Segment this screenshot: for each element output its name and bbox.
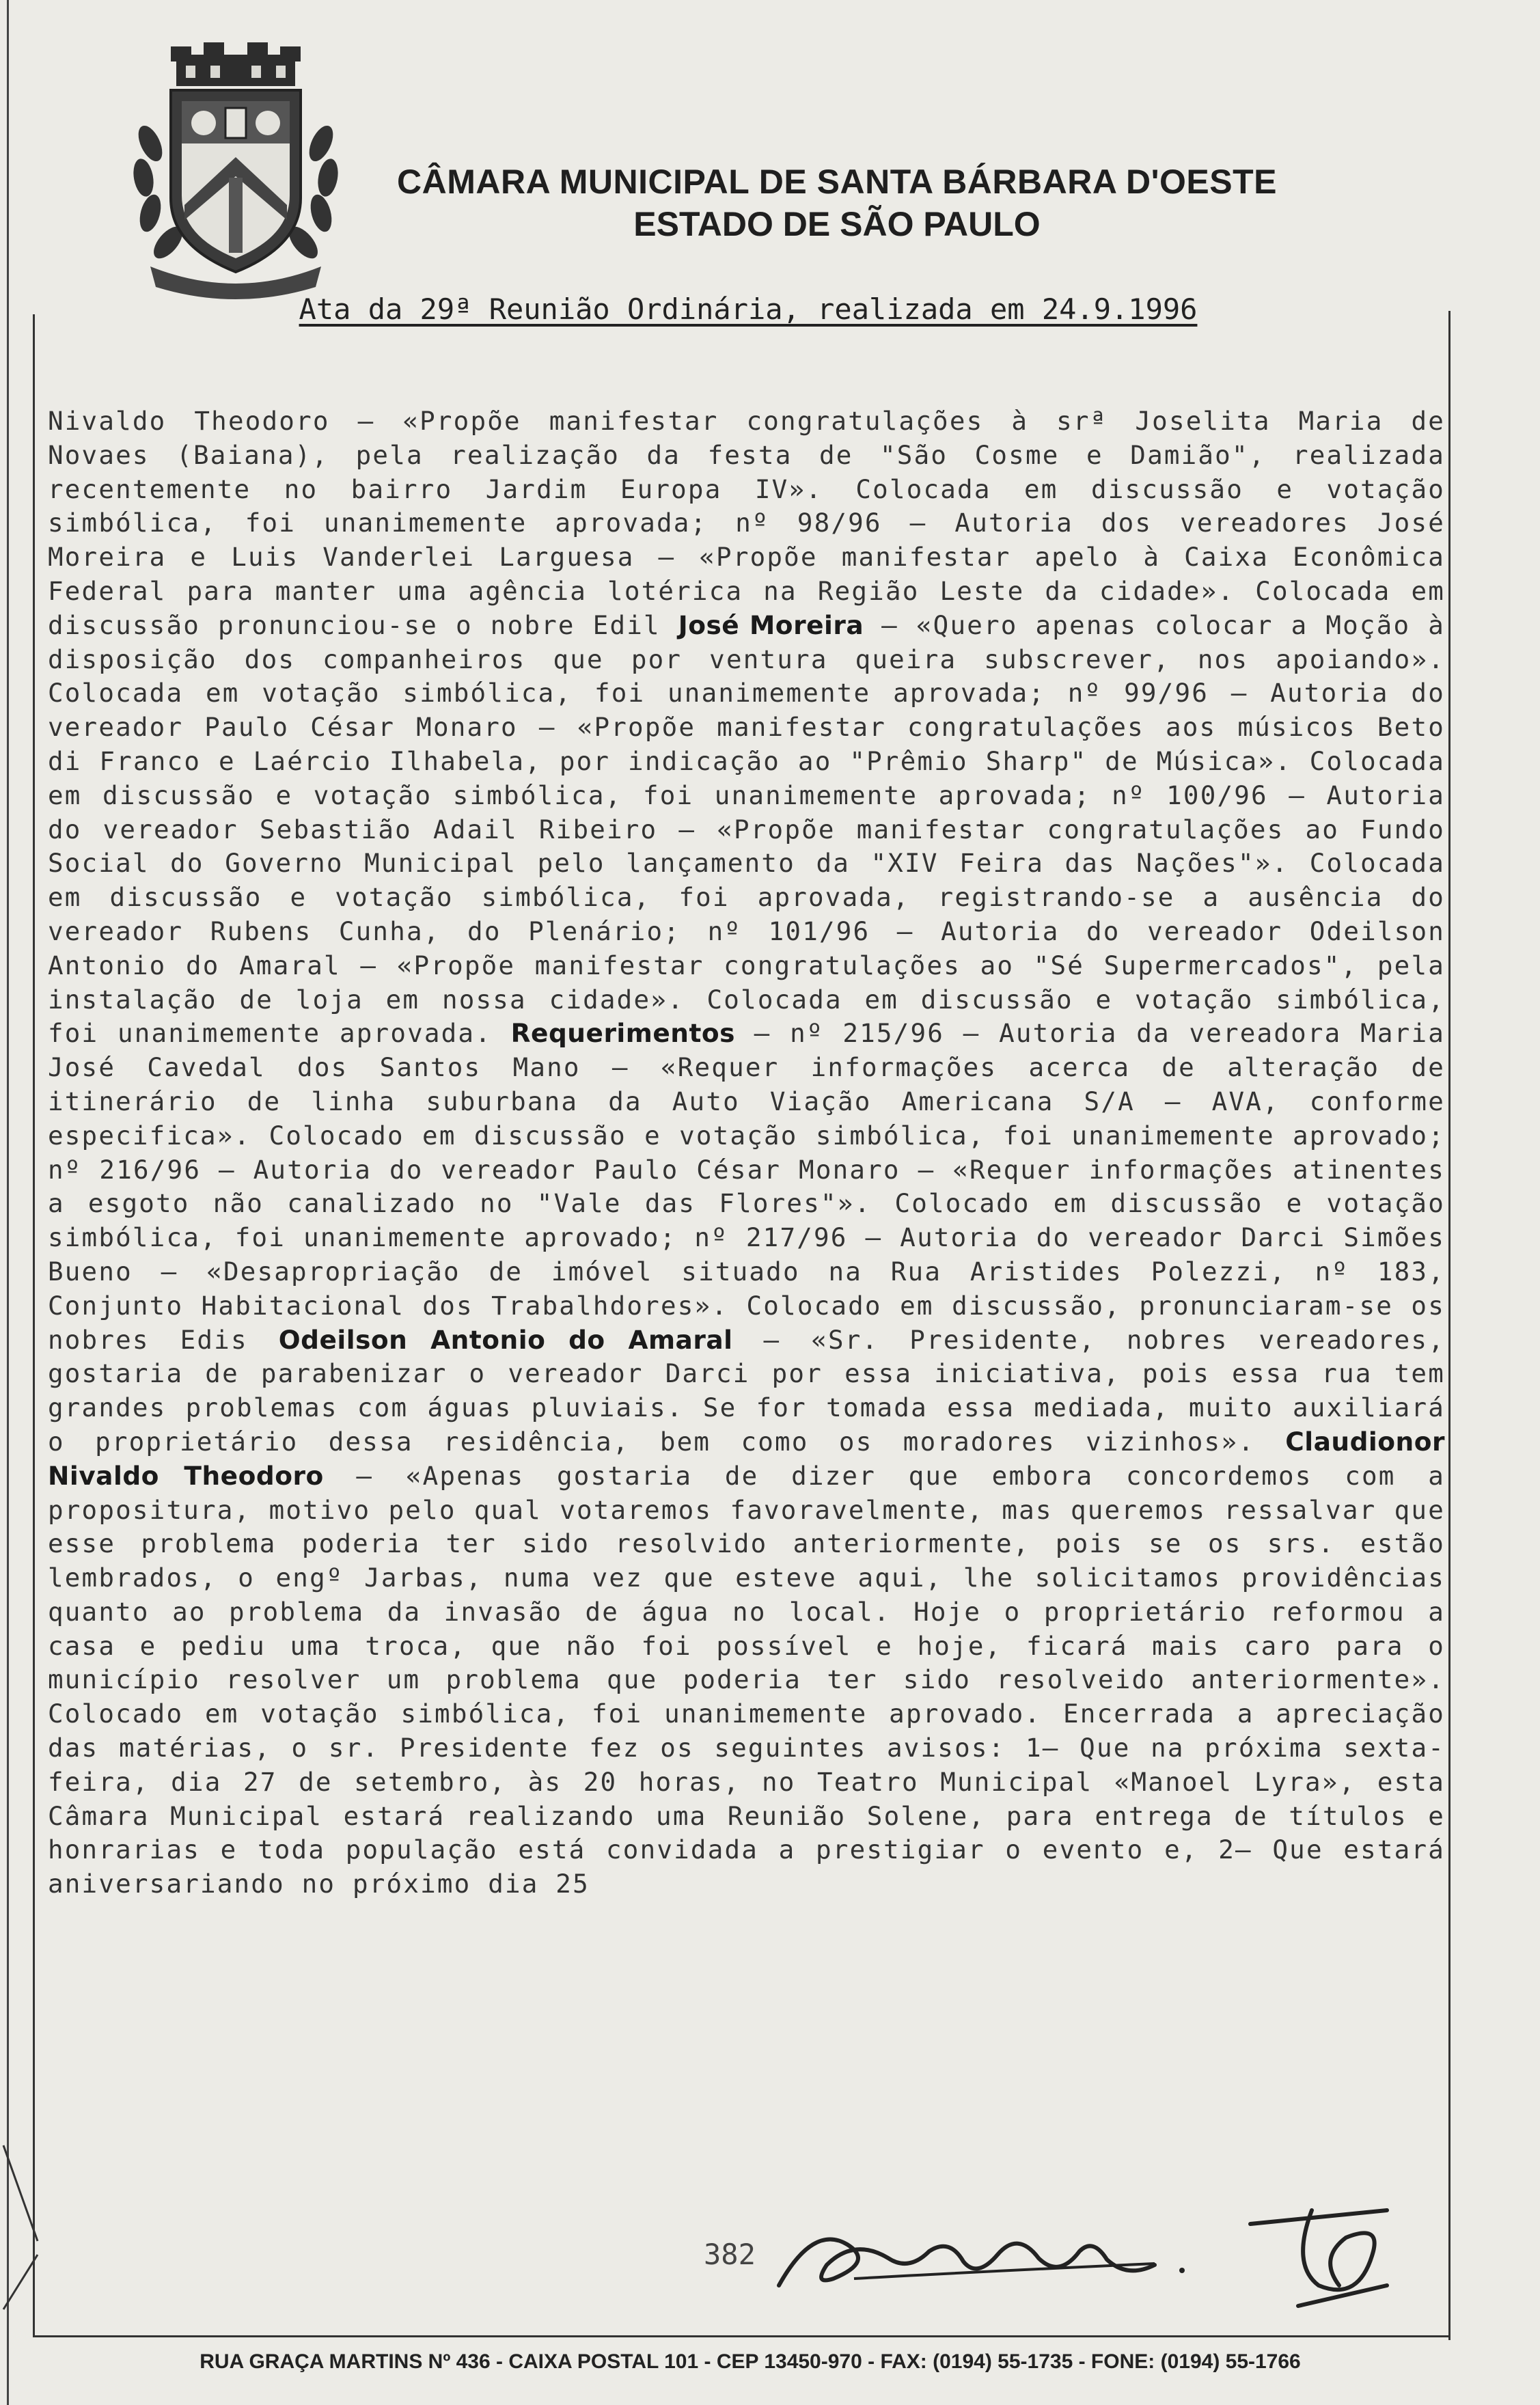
section-requerimentos: Requerimentos xyxy=(510,1018,736,1049)
state-name: ESTADO DE SÃO PAULO xyxy=(633,205,1041,243)
handwritten-signature-icon xyxy=(772,2183,1414,2320)
page-number: 382 xyxy=(704,2238,756,2271)
frame-bottom-border xyxy=(33,2335,1450,2337)
speaker-odeilson: Odeilson Antonio do Amaral xyxy=(278,1324,733,1355)
frame-right-border xyxy=(1448,311,1450,2340)
speaker-jose-moreira: José Moreira xyxy=(678,609,864,640)
letterhead xyxy=(383,161,1291,245)
frame-left-border xyxy=(33,314,35,2337)
speaker-claudionor: Claudionor Nivaldo Theodoro xyxy=(48,1426,1445,1491)
scan-edge-line xyxy=(7,0,9,2405)
body-segment-2: – «Quero apenas colocar a Moção à disposição dos companheiros que por ventura queira subscrever, nos apoiando». Colocada em votação simbólica, foi unanimemente aprovada; nº 99/96 – Autoria do vereador Paulo César Monaro – «Propõe manifestar congratulações aos músicos Beto di Franco e Laércio Ilhabela, por indicação ao "Prêmio Sharp" de Música». Colocada em discussão e votação simbólica, foi unanimemente aprovada; nº 100/96 – Autoria do vereador Sebastião Adail Ribeiro – «Propõe manifestar congratulações ao Fundo Social do Governo Municipal pelo lançamento da "XIV Feira das Nações"». Colocada em discussão e votação simbólica, foi aprovada, registrando-se a ausência do vereador Rubens Cunha, do Plenário; nº 101/96 – Autoria do vereador Odeilson Antonio do Amaral – «Propõe manifestar congratulações ao "Sé Supermercados", pela instalação de loja em nossa cidade». Colocada em discussão e votação simbólica, foi unanimemente aprovada. xyxy=(48,609,1445,1049)
footer-address: RUA GRAÇA MARTINS Nº 436 - CAIXA POSTAL 101 - CEP 13450-970 - FAX: (0194) 55-1735 - FONE: (0194) 55-1766 xyxy=(200,2350,1301,2373)
body-segment-1: Nivaldo Theodoro – «Propõe manifestar congratulações à srª Joselita Maria de Novaes (Baiana), pela realização da festa de "São Cosme e Damião", realizada recentemente no bairro Jardim Europa IV». Colocada em discussão e votação simbólica, foi unanimemente aprovada; nº 98/96 – Autoria dos vereadores José Moreira e Luis Vanderlei Larguesa – «Propõe manifestar apelo à Caixa Econômica Federal para manter uma agência lotérica na Região Leste da cidade». Colocada em discussão pronunciou-se o nobre Edil xyxy=(48,406,1445,640)
minutes-body xyxy=(48,404,1445,1901)
institution-name: CÂMARA MUNICIPAL DE SANTA BÁRBARA D'OESTE xyxy=(397,163,1277,201)
body-segment-5: – «Apenas gostaria de dizer que embora concordemos com a propositura, motivo pelo qual votaremos favoravelmente, mas queremos ressalvar que esse problema poderia ter sido resolvido anteriormente, pois se os srs. estão lembrados, o engº Jarbas, numa vez que esteve aqui, lhe solicitamos providências quanto ao problema da invasão de água no local. Hoje o proprietário reformou a casa e pediu uma troca, que não foi possível e hoje, ficará mais caro para o município resolver um problema que poderia ter sido resolveido anteriormente». Colocado em votação simbólica, foi unanimemente aprovado. Encerrada a apreciação das matérias, o sr. Presidente fez os seguintes avisos: 1– Que na próxima sexta-feira, dia 27 de setembro, às 20 horas, no Teatro Municipal «Manoel Lyra», esta Câmara Municipal estará realizando uma Reunião Solene, para entrega de títulos e honrarias e toda população está convidada a prestigiar o evento e, 2– Que estará aniversariando no próximo dia 25 xyxy=(48,1460,1445,1899)
municipal-coat-of-arms-icon xyxy=(123,41,348,301)
margin-mark-icon xyxy=(0,2104,41,2337)
body-segment-4: – «Sr. Presidente, nobres vereadores, gostaria de parabenizar o vereador Darci por essa iniciativa, pois essa rua tem grandes problemas com águas pluviais. Se for tomada essa mediada, muito auxiliará o proprietário dessa residência, bem como os moradores vizinhos». xyxy=(48,1324,1445,1457)
body-segment-3: – nº 215/96 – Autoria da vereadora Maria José Cavedal dos Santos Mano – «Requer informações acerca de alteração de itinerário de linha suburbana da Auto Viação Americana S/A – AVA, conforme especifica». Colocado em discussão e votação simbólica, foi unanimemente aprovado; nº 216/96 – Autoria do vereador Paulo César Monaro – «Requer informações atinentes a esgoto não canalizado no "Vale das Flores"». Colocado em discussão e votação simbólica, foi unanimemente aprovado; nº 217/96 – Autoria do vereador Darci Simões Bueno – «Desapropriação de imóvel situado na Rua Aristides Polezzi, nº 183, Conjunto Habitacional dos Trabalhdores». Colocado em discussão, pronunciaram-se os nobres Edis xyxy=(48,1018,1445,1355)
minutes-title: Ata da 29ª Reunião Ordinária, realizada em 24.9.1996 xyxy=(299,292,1198,326)
